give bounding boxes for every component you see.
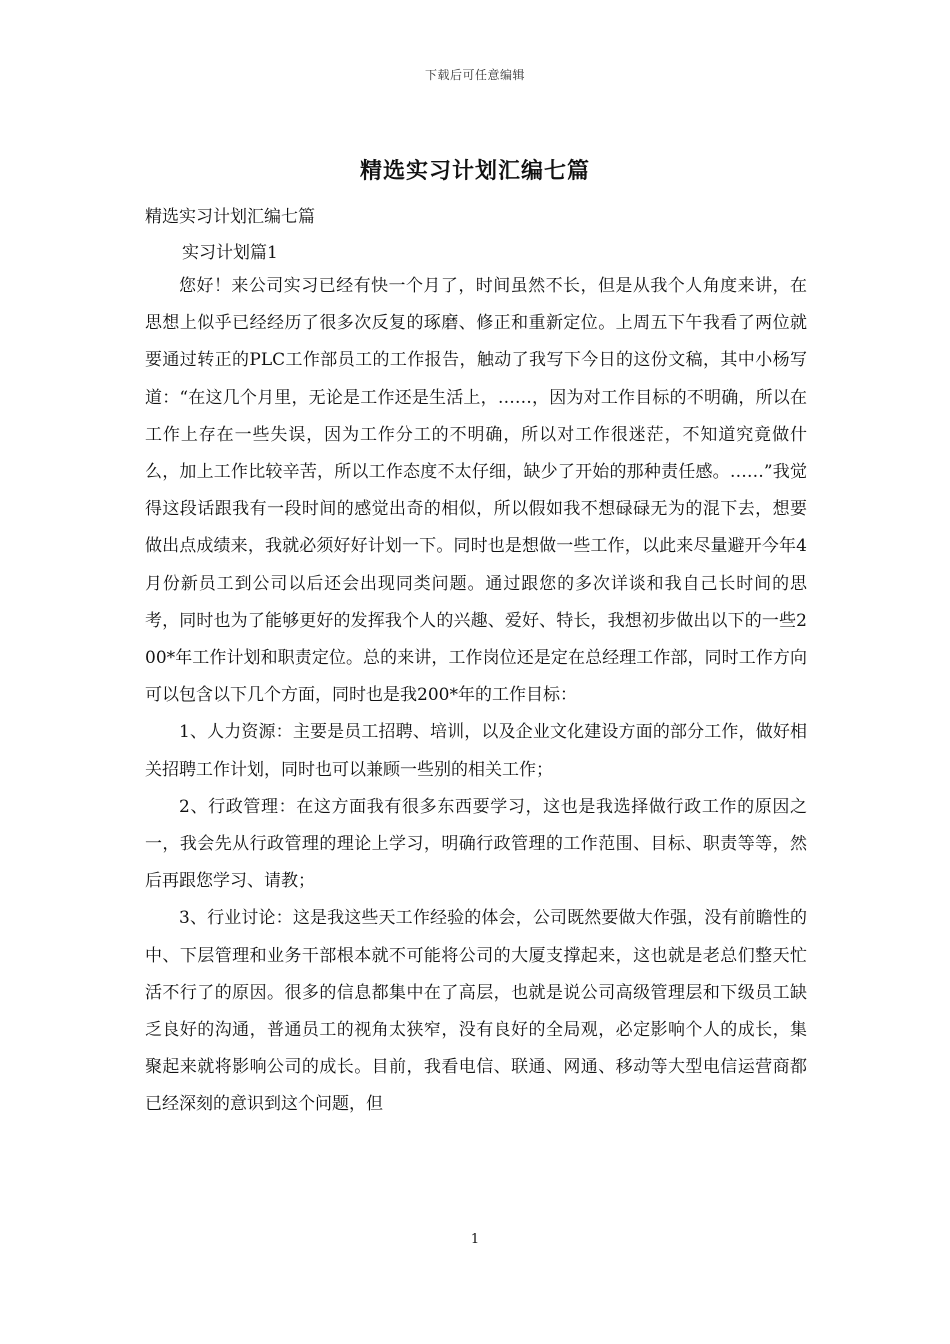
document-title: 精选实习计划汇编七篇	[359, 158, 590, 184]
paragraph-item-3: 3、行业讨论：这是我这些天工作经验的体会，公司既然要做大作强，没有前瞻性的中、下层管理和业务干部根本就不可能将公司的大厦支撑起来，这也就是老总们整天忙活不行了的原因。很多的信息都集中在了高层，也就是说公司高级管理层和下级员工缺乏良好的沟通，普通员工的视角太狭窄，没有良好的全局观，必定影响个人的成长，集聚起来就将影响公司的成长。目前，我看电信、联通、网通、移动等大型电信运营商都已经深刻的意识到这个问题，但	[145, 908, 807, 1115]
body-text	[145, 268, 807, 1124]
header-note: 下载后可任意编辑	[424, 68, 525, 82]
paragraph-item-2: 2、行政管理：在这方面我有很多东西要学习，这也是我选择做行政工作的原因之一，我会先从行政管理的理论上学习，明确行政管理的工作范围、目标、职责等等，然后再跟您学习、请教；	[145, 796, 807, 892]
section-heading: 实习计划篇1	[182, 243, 278, 263]
page-number: 1	[470, 1232, 480, 1247]
paragraph-item-1: 1、人力资源：主要是员工招聘、培训，以及企业文化建设方面的部分工作，做好相关招聘工作计划，同时也可以兼顾一些别的相关工作；	[145, 722, 807, 780]
paragraph-intro: 您好！来公司实习已经有快一个月了，时间虽然不长，但是从我个人角度来讲，在思想上似乎已经经历了很多次反复的琢磨、修正和重新定位。上周五下午我看了两位就要通过转正的PLC工作部员工的工作报告，触动了我写下今日的这份文稿，其中小杨写道：“在这几个月里，无论是工作还是生活上，……，因为对工作目标的不明确，所以在工作上存在一些失误，因为工作分工的不明确，所以对工作很迷茫，不知道究竟做什么，加上工作比较辛苦，所以工作态度不太仔细，缺少了开始的那种责任感。……”我觉得这段话跟我有一段时间的感觉出奇的相似，所以假如我不想碌碌无为的混下去，想要做出点成绩来，我就必须好好计划一下。同时也是想做一些工作，以此来尽量避开今年4月份新员工到公司以后还会出现同类问题。通过跟您的多次详谈和我自己长时间的思考，同时也为了能够更好的发挥我个人的兴趣、爱好、特长，我想初步做出以下的一些200*年工作计划和职责定位。总的来讲，工作岗位还是定在总经理工作部，同时工作方向可以包含以下几个方面，同时也是我200*年的工作目标：	[145, 276, 807, 706]
document-subtitle: 精选实习计划汇编七篇	[145, 207, 315, 227]
